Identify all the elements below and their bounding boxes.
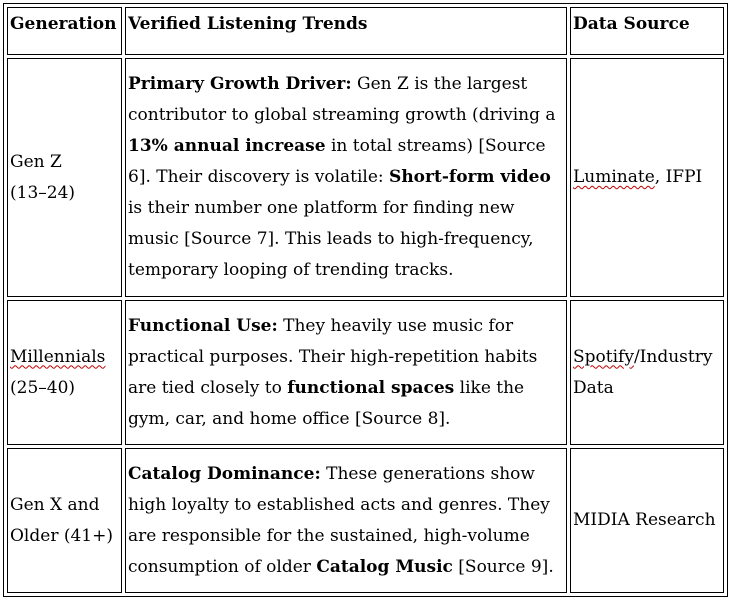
trend-bold-phrase: Catalog Music bbox=[316, 556, 453, 577]
trend-cell bbox=[125, 448, 567, 593]
table-row bbox=[7, 58, 724, 297]
source-text bbox=[573, 347, 712, 398]
trend-bold-phrase: Functional Use: bbox=[128, 315, 278, 336]
trend-text bbox=[128, 459, 564, 583]
trend-text-run: These generations show high loyalty to established acts and genres. They are responsible for the sustained, high-volume consumption of older bbox=[128, 463, 550, 577]
trend-text-run: They heavily use music for practical purposes. Their high-repetition habits are tied closely to bbox=[128, 315, 538, 398]
source-text-run: MIDIA Research bbox=[573, 510, 716, 530]
header-row bbox=[7, 7, 724, 55]
generation-name: Gen Z bbox=[10, 151, 62, 172]
trend-text-run: [Source 9]. bbox=[452, 556, 554, 577]
source-cell bbox=[570, 58, 724, 297]
table-row bbox=[7, 300, 724, 445]
listening-trends-table bbox=[3, 3, 728, 597]
trend-text-run: Gen Z is the largest contributor to global streaming growth (driving a bbox=[128, 74, 556, 125]
trend-bold-phrase: Short-form video bbox=[389, 167, 551, 187]
generation-cell bbox=[7, 300, 122, 445]
trend-text bbox=[128, 311, 564, 435]
trend-bold-phrase: Primary Growth Driver: bbox=[128, 74, 352, 94]
trend-cell bbox=[125, 300, 567, 445]
trend-bold-phrase: Catalog Dominance: bbox=[128, 463, 321, 484]
trend-bold-phrase: 13% annual increase bbox=[128, 136, 326, 156]
source-text-run: /Industry Data bbox=[573, 346, 713, 398]
header-generation: Generation bbox=[7, 7, 122, 55]
generation-age: (25–40) bbox=[10, 377, 76, 398]
source-text bbox=[573, 510, 716, 530]
source-text bbox=[573, 167, 702, 187]
source-text-run: Spotify bbox=[573, 346, 634, 367]
trend-text-run: like the gym, car, and home office [Source 8]. bbox=[128, 377, 525, 429]
generation-age: (13–24) bbox=[10, 182, 76, 203]
trend-text bbox=[128, 69, 564, 286]
source-text-run: , IFPI bbox=[654, 167, 703, 187]
trend-text-run: is their number one platform for finding new music [Source 7]. This leads to high-frequency, temporary looping of trending tracks. bbox=[128, 198, 534, 280]
trend-bold-phrase: functional spaces bbox=[287, 377, 455, 398]
source-text-run: Luminate bbox=[573, 167, 655, 187]
header-trends: Verified Listening Trends bbox=[125, 7, 567, 55]
trend-text-run: in total streams) [Source 6]. Their discovery is volatile: bbox=[128, 136, 546, 187]
generation-name: Millennials bbox=[10, 346, 106, 367]
table-row bbox=[7, 448, 724, 593]
generation-cell bbox=[7, 448, 122, 593]
generation-cell bbox=[7, 58, 122, 297]
source-cell bbox=[570, 448, 724, 593]
header-source: Data Source bbox=[570, 7, 724, 55]
source-cell bbox=[570, 300, 724, 445]
generation-name: Gen X and Older (41+) bbox=[10, 494, 113, 546]
trend-cell bbox=[125, 58, 567, 297]
